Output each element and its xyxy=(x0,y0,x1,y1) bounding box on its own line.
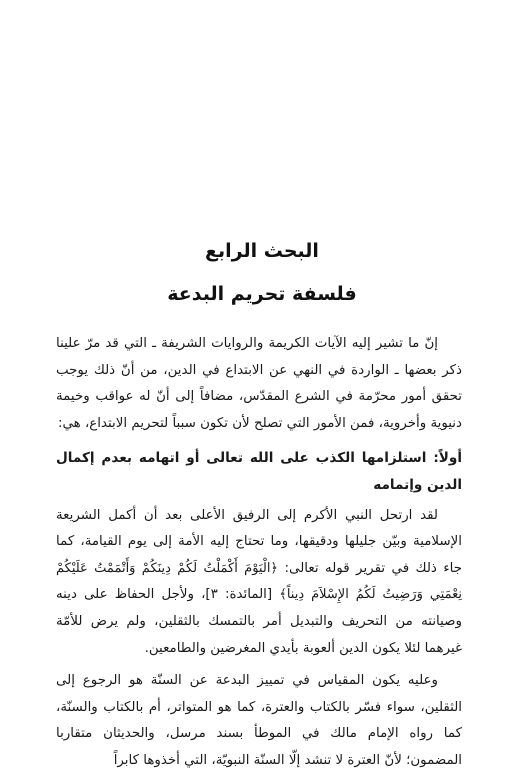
section-heading: البحث الرابع xyxy=(205,240,319,262)
point1-text-after-verse: [المائدة: ٣]، ولأجل الحفاظ على دينه وصيانته من التحريف والتبديل أمر بالتمسك بالثقلين، ولم يرض للأمّة غيرهما لئلا يكون الدين ألعوبة بأيدي المغرضين والطامعين. xyxy=(56,587,462,656)
intro-paragraph: إنّ ما تشير إليه الآيات الكريمة والروايات الشريفة ـ التي قد مرّ علينا ذكر بعضها ـ الواردة في النهي عن الابتداع في الدين، من أنّ ذلك يوجب تحقق أمور محرّمة في الشرع المقدّس، مضافاً إلى أنّ له عواقب وخيمة دنيوية وأخروية، فمن الأمور التي تصلح لأن تكون سبباً لتحريم الابتداع، هي: xyxy=(56,336,462,431)
point1-text-before-verse: لقد ارتحل النبي الأكرم إلى الرفيق الأعلى بعد أن أكمل الشريعة الإسلامية وبيّن جليلها ودقيقها، وما تحتاج إليه الأمة إلى يوم القيامة، كما جاء ذلك في تقرير قوله تعالى: xyxy=(56,507,463,576)
point1-paragraph-2: وعليه يكون المقياس في تمييز البدعة عن السنّة هو الرجوع إلى الثقلين، سواء فسّر بالكتاب والعترة، كما هو المتواتر، أم بالكتاب والسنّة، كما رواه الإمام مالك في الموطأ بسند مرسل، والحديثان متقاربا المضمون؛ لأنّ العترة لا تنشد إلّا السنّة النبويّة، التي أخذوها كابراً xyxy=(56,673,462,768)
chapter-title: فلسفة تحريم البدعة xyxy=(167,283,357,305)
first-point-heading: أولاً: استلزامها الكذب على الله تعالى أو اتهامه بعدم إكمال الدين وإتمامه xyxy=(56,450,462,493)
quran-verse: ﴿الْيَوْمَ أَكْمَلْتُ لَكُمْ دِينَكُمْ وَأَتْمَمْتُ عَلَيْكُمْ نِعْمَتِي وَرَضِيتُ لَكُمُ الإِسْلاَمَ دِيناً﴾ xyxy=(56,560,462,603)
body-text xyxy=(56,331,462,775)
point1-paragraph xyxy=(56,503,462,663)
